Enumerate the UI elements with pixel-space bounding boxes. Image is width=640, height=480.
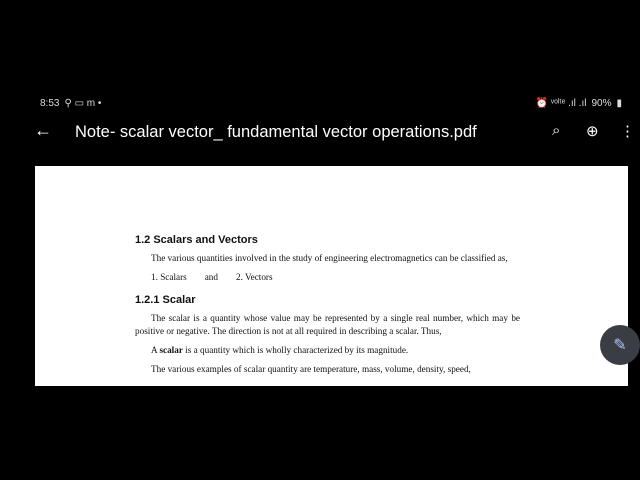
list-item: 2. Vectors (235, 272, 273, 282)
status-bar (40, 96, 622, 110)
paragraph: The various examples of scalar quantity are temperature, mass, volume, density, speed, (151, 364, 471, 374)
paragraph: The scalar is a quantity whose value may be represented by a single real number, which may be positive or negative. The direction is not at all required in describing a scalar. Thus, (135, 313, 520, 336)
pencil-icon: ✎ (613, 337, 627, 354)
classification-list (135, 271, 520, 284)
battery-level: 90% (591, 97, 612, 109)
clock: 8:53 (40, 97, 60, 109)
list-connector: and (204, 272, 218, 282)
search-document-icon[interactable]: ⌕ (552, 122, 561, 139)
more-options-icon[interactable]: ⋮ (620, 123, 635, 140)
paragraph: The various quantities involved in the study of engineering electromagnetics can be classified as, (151, 253, 508, 263)
list-item: 1. Scalars (151, 272, 187, 282)
back-arrow-icon[interactable]: ← (34, 120, 52, 140)
bold-term: scalar (159, 345, 183, 355)
battery-icon: ▮ (616, 97, 622, 109)
document-title: Note- scalar vector_ fundamental vector operations.pdf (75, 123, 477, 141)
add-to-drive-icon[interactable]: ⊕ (586, 123, 599, 140)
subsection-heading: 1.2.1 Scalar (135, 294, 196, 306)
pdf-page[interactable] (35, 166, 628, 386)
signal-icons: ⏰ ᵛᵒˡᵗᵉ .ıl .ıl (535, 97, 587, 109)
notification-icons: ⚲ ▭ m • (64, 97, 102, 109)
text: A (151, 345, 160, 355)
toolbar (0, 118, 640, 146)
text: is a quantity which is wholly characterized by its magnitude. (182, 345, 409, 355)
edit-button[interactable] (600, 325, 640, 365)
definition (135, 344, 520, 357)
section-heading: 1.2 Scalars and Vectors (135, 234, 258, 246)
